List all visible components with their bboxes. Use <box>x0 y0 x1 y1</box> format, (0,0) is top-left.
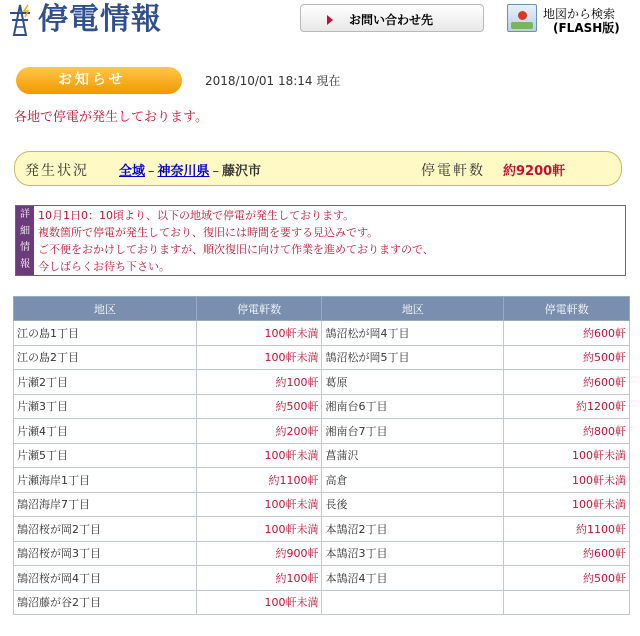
area-cell: 本鵠沼3丁目 <box>322 541 504 566</box>
power-tower-icon <box>6 3 34 37</box>
area-cell <box>322 590 504 615</box>
count-cell: 約600軒 <box>504 321 630 346</box>
table-row <box>14 517 630 542</box>
count-cell: 100軒未満 <box>196 345 322 370</box>
area-cell: 鵠沼桜が岡4丁目 <box>14 566 197 591</box>
map-search-label: 地図から検索 <box>543 7 616 21</box>
detail-text <box>38 207 434 275</box>
page-header <box>0 0 640 44</box>
detail-line: ご不便をおかけしておりますが、順次復旧に向けて作業を進めておりますので、 <box>38 243 434 256</box>
table-row <box>14 419 630 444</box>
map-icon <box>507 4 537 32</box>
detail-side-label: 詳 細 情 報 <box>16 206 34 275</box>
page-title: 停電情報 <box>38 2 162 37</box>
count-cell: 約500軒 <box>196 394 322 419</box>
count-cell: 約100軒 <box>196 566 322 591</box>
notice-message: 各地で停電が発生しております。 <box>14 110 208 125</box>
count-cell: 約600軒 <box>504 541 630 566</box>
count-cell: 約1100軒 <box>504 517 630 542</box>
area-cell: 菖蒲沢 <box>322 443 504 468</box>
count-cell: 約100軒 <box>196 370 322 395</box>
status-bar <box>14 151 622 186</box>
status-label: 発生状況 <box>25 163 89 179</box>
area-cell: 本鵠沼2丁目 <box>322 517 504 542</box>
detail-line: 複数箇所で停電が発生しており、復旧には時間を要する見込みです。 <box>38 226 379 239</box>
count-cell: 約500軒 <box>504 345 630 370</box>
table-row <box>14 566 630 591</box>
count-cell: 100軒未満 <box>196 517 322 542</box>
table-row <box>14 370 630 395</box>
count-cell: 100軒未満 <box>196 590 322 615</box>
count-cell: 100軒未満 <box>196 321 322 346</box>
count-cell: 約1100軒 <box>196 468 322 493</box>
outage-count-label: 停電軒数 <box>421 163 485 179</box>
area-cell: 鵠沼桜が岡3丁目 <box>14 541 197 566</box>
outage-count-value: 約9200軒 <box>503 164 566 179</box>
table-row <box>14 492 630 517</box>
update-timestamp: 2018/10/01 18:14 現在 <box>205 74 341 88</box>
area-cell: 江の島2丁目 <box>14 345 197 370</box>
count-cell: 100軒未満 <box>196 443 322 468</box>
table-row <box>14 468 630 493</box>
table-header-row <box>14 297 630 321</box>
count-cell: 約600軒 <box>504 370 630 395</box>
count-cell: 約900軒 <box>196 541 322 566</box>
contact-button-label: お問い合わせ先 <box>349 13 434 27</box>
count-cell: 100軒未満 <box>196 492 322 517</box>
column-header-area: 地区 <box>14 297 197 321</box>
area-cell: 片瀬3丁目 <box>14 394 197 419</box>
area-cell: 湘南台7丁目 <box>322 419 504 444</box>
area-cell: 鵠沼松が岡4丁目 <box>322 321 504 346</box>
table-row <box>14 345 630 370</box>
column-header-count: 停電軒数 <box>504 297 630 321</box>
map-search-button[interactable] <box>505 2 635 36</box>
table-row <box>14 394 630 419</box>
table-row <box>14 590 630 615</box>
map-search-sublabel: (FLASH版) <box>553 21 620 35</box>
area-cell: 高倉 <box>322 468 504 493</box>
count-cell: 約1200軒 <box>504 394 630 419</box>
arrow-right-icon <box>327 15 333 25</box>
area-cell: 片瀬海岸1丁目 <box>14 468 197 493</box>
detail-line: 10月1日0：10頃より、以下の地域で停電が発生しております。 <box>38 209 355 222</box>
detail-box <box>15 205 626 276</box>
area-cell: 鵠沼海岸7丁目 <box>14 492 197 517</box>
count-cell: 約200軒 <box>196 419 322 444</box>
column-header-area: 地区 <box>322 297 504 321</box>
outage-table <box>13 296 630 615</box>
breadcrumb: 全域 – 神奈川県 – 藤沢市 <box>119 164 262 179</box>
area-cell: 本鵠沼4丁目 <box>322 566 504 591</box>
count-cell: 約500軒 <box>504 566 630 591</box>
breadcrumb-kanagawa[interactable]: 神奈川県 <box>157 164 210 179</box>
area-cell: 葛原 <box>322 370 504 395</box>
area-cell: 鵠沼藤が谷2丁目 <box>14 590 197 615</box>
detail-line: 今しばらくお待ち下さい。 <box>38 260 170 273</box>
area-cell: 江の島1丁目 <box>14 321 197 346</box>
count-cell: 100軒未満 <box>504 443 630 468</box>
contact-button[interactable] <box>300 4 484 32</box>
area-cell: 鵠沼松が岡5丁目 <box>322 345 504 370</box>
area-cell: 片瀬5丁目 <box>14 443 197 468</box>
count-cell: 100軒未満 <box>504 492 630 517</box>
area-cell: 片瀬2丁目 <box>14 370 197 395</box>
count-cell: 100軒未満 <box>504 468 630 493</box>
table-row <box>14 541 630 566</box>
area-cell: 鵠沼桜が岡2丁目 <box>14 517 197 542</box>
notice-badge: お知らせ <box>16 67 182 94</box>
breadcrumb-fujisawa: 藤沢市 <box>222 164 262 179</box>
area-cell: 片瀬4丁目 <box>14 419 197 444</box>
area-cell: 湘南台6丁目 <box>322 394 504 419</box>
area-cell: 長後 <box>322 492 504 517</box>
column-header-count: 停電軒数 <box>196 297 322 321</box>
count-cell <box>504 590 630 615</box>
table-row <box>14 321 630 346</box>
count-cell: 約800軒 <box>504 419 630 444</box>
breadcrumb-all[interactable]: 全域 <box>119 164 146 179</box>
table-row <box>14 443 630 468</box>
